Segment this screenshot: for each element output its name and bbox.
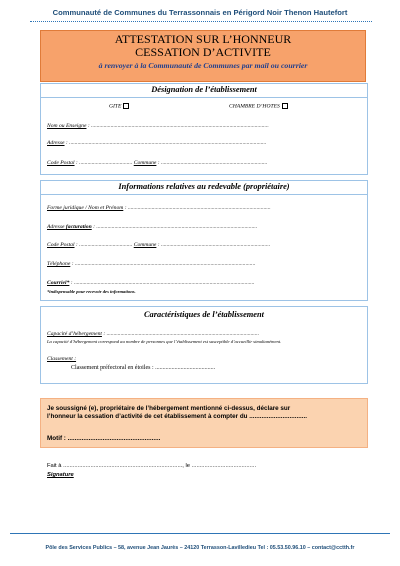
courriel-footnote: *indispensable pour recevoir des informations. xyxy=(47,289,136,294)
option-chambre-label: CHAMBRE D’HOTES xyxy=(229,103,280,110)
telephone-label: Téléphone xyxy=(47,261,71,267)
section-redevable-title: Informations relatives au redevable (propriétaire) xyxy=(41,182,367,195)
gite-checkbox[interactable] xyxy=(123,103,129,109)
classement-prefectoral-field[interactable]: Classement préfectoral en étoiles : ........................................ xyxy=(71,365,216,371)
redevable-commune-label: Commune xyxy=(133,242,157,248)
section-designation-title: Désignation de l’établissement xyxy=(41,85,367,98)
telephone-field[interactable]: Téléphone : ................................................................................................................................. xyxy=(47,261,256,267)
adresse-facturation-label: Adresse xyxy=(47,224,65,230)
organization-header: Communauté de Communes du Terrassonnais en Périgord Noir Thenon Hautefort xyxy=(52,8,348,17)
fait-a-label: Fait à xyxy=(47,463,62,469)
declaration-box xyxy=(40,398,368,448)
title-line-2: CESSATION D’ACTIVITE xyxy=(135,45,271,59)
motif-field[interactable]: Motif : ..................................................... xyxy=(47,435,161,442)
motif-label: Motif : xyxy=(47,435,66,442)
option-chambre[interactable] xyxy=(229,103,288,109)
adresse-facturation-field[interactable]: Adresse facturation : ................................................................................................................... xyxy=(47,224,258,230)
option-gite-label: GITE xyxy=(109,103,122,110)
adresse-field[interactable]: Adresse : ............................................................................................................................................. xyxy=(47,140,267,146)
capacite-label: Capacité d’hébergement xyxy=(47,331,102,337)
forme-juridique-label: Forme juridique / Nom et Prénom xyxy=(47,205,124,211)
section-caracteristiques xyxy=(40,306,368,384)
footer-divider xyxy=(10,533,390,534)
declaration-text[interactable]: Je soussigné (e), propriétaire de l’hébergement mentionné ci-dessus, déclare sur l’honneur la cessation d’activité de cet établissement à compter du ................................. xyxy=(47,405,365,422)
forme-juridique-field[interactable]: Forme juridique / Nom et Prénom : ...................................................................................................... xyxy=(47,205,271,211)
header-divider xyxy=(30,21,372,22)
facturation-label: facturation xyxy=(65,224,92,230)
footer-address xyxy=(0,545,400,551)
nom-field[interactable]: Nom ou Enseigne : ............................................................................................................................... xyxy=(47,123,269,129)
capacite-field[interactable]: Capacité d’hébergement : ............................................................................................................. xyxy=(47,331,260,337)
commune-label: Commune xyxy=(133,160,157,166)
capacite-note: La capacité d’hébergement correspond au nombre de personnes que l’établissement est susceptible d’accueillir simultanément. xyxy=(47,339,282,344)
section-caracteristiques-title: Caractéristiques de l’établissement xyxy=(143,310,265,319)
code-postal-label: Code Postal xyxy=(47,160,75,166)
fait-a-field[interactable]: Fait à .........................................................................., le ........................................ xyxy=(47,463,257,469)
code-postal-field[interactable]: Code Postal : ...................................... Commune : ............................................................................ xyxy=(47,160,268,166)
declaration-line-2: l’honneur la cessation d’activité de cet établissement à compter du xyxy=(47,413,248,421)
classement-label: Classement : xyxy=(47,356,77,362)
signature-label: Signature xyxy=(47,472,74,478)
redevable-code-postal-label: Code Postal xyxy=(47,242,75,248)
redevable-code-postal-field[interactable]: Code Postal : ...................................... Commune : .............................................................................. xyxy=(47,242,271,248)
section-redevable xyxy=(40,180,368,301)
section-designation xyxy=(40,83,368,175)
footer-text: Pôle des Services Publics – 58, avenue Jean Jaurès – 24120 Terrasson-Lavilledieu Tel : 05.53.50.96.10 – xyxy=(45,545,312,551)
courriel-field[interactable]: Courriel* : ................................................................................................................................. xyxy=(47,280,255,286)
option-gite[interactable] xyxy=(109,103,129,109)
title-line-1: ATTESTATION SUR L’HONNEUR xyxy=(114,32,292,46)
contact-email-link[interactable]: contact@cctth.fr xyxy=(311,545,355,551)
chambre-checkbox[interactable] xyxy=(282,103,288,109)
adresse-label: Adresse xyxy=(47,140,65,146)
title-instructions: à renvoyer à la Communauté de Communes par mail ou courrier xyxy=(98,61,308,70)
nom-label: Nom ou Enseigne xyxy=(47,123,87,129)
classement-prefectoral-label: Classement préfectoral en étoiles : xyxy=(71,365,154,371)
declaration-line-1: Je soussigné (e), propriétaire de l’hébergement mentionné ci-dessus, déclare sur xyxy=(47,405,291,412)
le-label: le xyxy=(185,463,191,469)
document-title-box xyxy=(40,30,366,82)
courriel-label: Courriel* xyxy=(47,280,70,286)
